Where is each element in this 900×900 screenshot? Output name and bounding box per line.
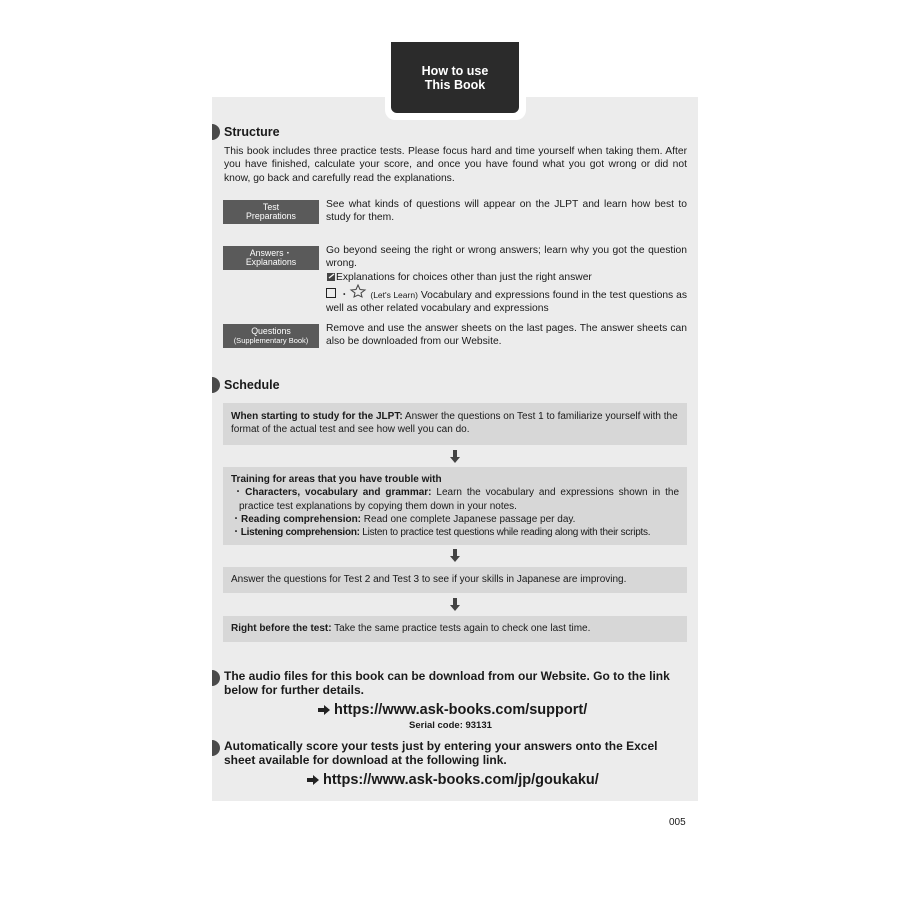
checkbox-icon xyxy=(326,288,336,298)
label-answers-explanations: Answers・ Explanations xyxy=(223,246,319,270)
desc-questions: Remove and use the answer sheets on the last pages. The answer sheets can also be downloaded from our Website. xyxy=(326,323,687,348)
audio-link[interactable]: https://www.ask-books.com/support/ xyxy=(318,702,587,718)
section-marker-icon xyxy=(212,124,220,140)
down-arrow-icon xyxy=(449,450,461,464)
title-tab xyxy=(385,36,526,120)
arrow-right-icon xyxy=(318,705,330,715)
schedule-heading: Schedule xyxy=(212,377,280,393)
section-marker-icon xyxy=(212,670,220,686)
scoring-link[interactable]: https://www.ask-books.com/jp/goukaku/ xyxy=(307,772,599,788)
note-icon xyxy=(326,272,336,282)
title-line-1: How to use xyxy=(421,63,489,78)
sub-explanations: Explanations for choices other than just the right answer xyxy=(326,271,687,284)
schedule-step-2: Training for areas that you have trouble with ・Characters, vocabulary and grammar: Learn the vocabulary and expressions shown in the practice test explanations by copying them down in your notes. ・Reading comprehension: Read one complete Japanese passage per day. ・Listening comprehension: Listen to practice test questions while reading along with their scripts. xyxy=(223,467,687,545)
down-arrow-icon xyxy=(449,598,461,612)
page-number: 005 xyxy=(669,817,686,828)
down-arrow-icon xyxy=(449,549,461,563)
structure-intro: This book includes three practice tests. Please focus hard and time yourself when taking them. After you have finished, calculate your score, and once you have found what you got wrong or did not know, go back and carefully read the explanations. xyxy=(224,146,687,184)
label-questions: Questions (Supplementary Book) xyxy=(223,324,319,348)
section-marker-icon xyxy=(212,377,220,393)
desc-answers-explanations: Go beyond seeing the right or wrong answers; learn why you got the question wrong. Explanations for choices other than just the right answer ・ (Let's Learn) Vocabulary and expressions found in the test questions as well as other related vocabulary and expressions xyxy=(326,245,687,315)
arrow-right-icon xyxy=(307,775,319,785)
sub-lets-learn: ・ (Let's Learn) Vocabulary and expressions found in the test questions as well as other related vocabulary and expressions xyxy=(326,284,687,316)
desc-test-preparations: See what kinds of questions will appear on the JLPT and learn how best to study for them. xyxy=(326,199,687,224)
serial-code: Serial code: 93131 xyxy=(409,720,492,731)
schedule-step-3: Answer the questions for Test 2 and Test 3 to see if your skills in Japanese are improving. xyxy=(223,567,687,593)
audio-note: The audio files for this book can be download from our Website. Go to the link below for further details. xyxy=(212,670,692,697)
schedule-step-1: When starting to study for the JLPT: Answer the questions on Test 1 to familiarize yourself with the format of the actual test and see how well you can do. xyxy=(223,403,687,445)
scoring-note: Automatically score your tests just by entering your answers onto the Excel sheet available for download at the following link. xyxy=(212,740,692,767)
label-test-preparations: Test Preparations xyxy=(223,200,319,224)
structure-heading: Structure xyxy=(212,124,280,140)
title-line-2: This Book xyxy=(424,77,486,92)
star-icon xyxy=(349,284,367,298)
section-marker-icon xyxy=(212,740,220,756)
schedule-step-4: Right before the test: Take the same practice tests again to check one last time. xyxy=(223,616,687,642)
